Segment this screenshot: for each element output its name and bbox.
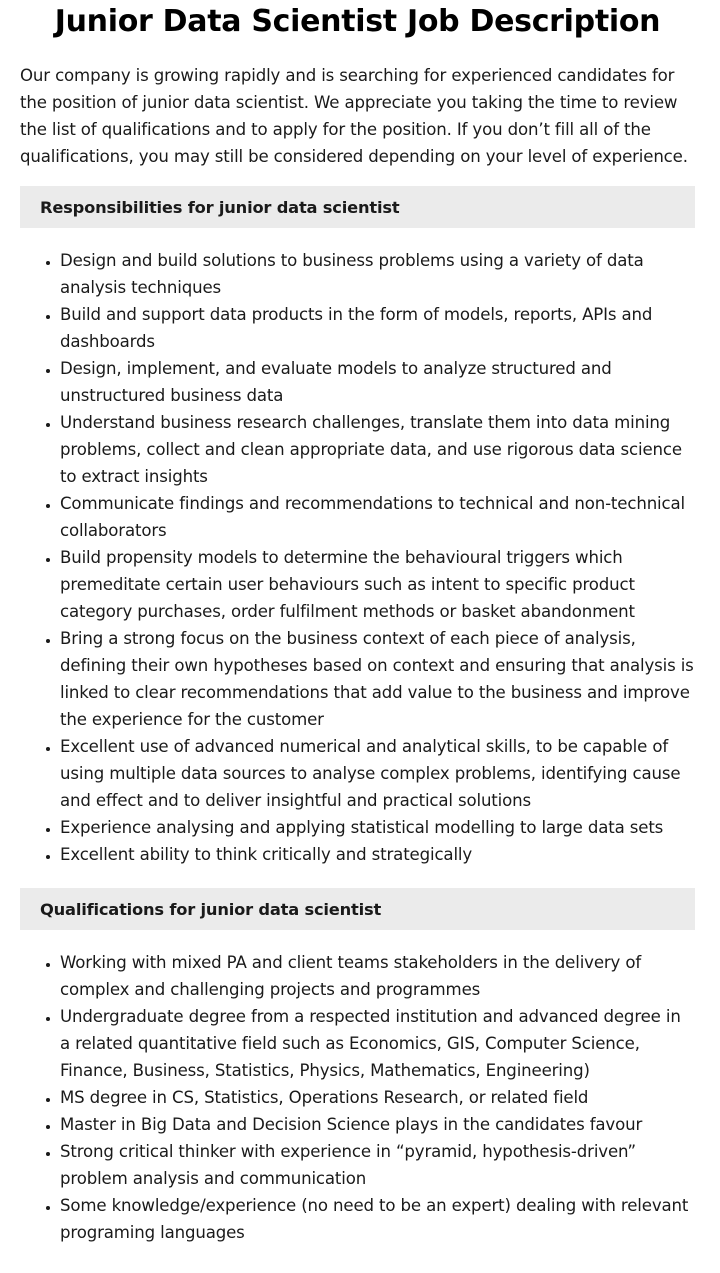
list-item: • Design and build solutions to business problems using a variety of data analysis techniques bbox=[60, 247, 695, 301]
list-item: • Undergraduate degree from a respected institution and advanced degree in a related quantitative field such as Economics, GIS, Computer Science, Finance, Business, Statistics, Physics, Mathematics, Engineering) bbox=[60, 1003, 695, 1084]
list-item: • Understand business research challenges, translate them into data mining problems, collect and clean appropriate data, and use rigorous data science to extract insights bbox=[60, 409, 695, 490]
responsibilities-list bbox=[20, 247, 695, 868]
list-item: • Build propensity models to determine the behavioural triggers which premeditate certain user behaviours such as intent to specific product category purchases, order fulfilment methods or basket abandonment bbox=[60, 544, 695, 625]
qualifications-heading: Qualifications for junior data scientist bbox=[20, 888, 695, 930]
list-item: • Master in Big Data and Decision Science plays in the candidates favour bbox=[60, 1111, 695, 1138]
list-item: • Excellent use of advanced numerical and analytical skills, to be capable of using multiple data sources to analyse complex problems, identifying cause and effect and to deliver insightful and practical solutions bbox=[60, 733, 695, 814]
list-item: • Design, implement, and evaluate models to analyze structured and unstructured business data bbox=[60, 355, 695, 409]
list-item: • Experience analysing and applying statistical modelling to large data sets bbox=[60, 814, 695, 841]
list-item: • Excellent ability to think critically and strategically bbox=[60, 841, 695, 868]
list-item: • Bring a strong focus on the business context of each piece of analysis, defining their own hypotheses based on context and ensuring that analysis is linked to clear recommendations that add value to the business and improve the experience for the customer bbox=[60, 625, 695, 733]
responsibilities-heading: Responsibilities for junior data scientist bbox=[20, 186, 695, 228]
qualifications-list bbox=[20, 949, 695, 1246]
intro-paragraph: Our company is growing rapidly and is searching for experienced candidates for the position of junior data scientist. We appreciate you taking the time to review the list of qualifications and to apply for the position. If you don’t fill all of the qualifications, you may still be considered depending on your level of experience. bbox=[20, 66, 688, 166]
page-title: Junior Data Scientist Job Description bbox=[54, 4, 661, 39]
list-item: • Communicate findings and recommendations to technical and non-technical collaborators bbox=[60, 490, 695, 544]
list-item: • Some knowledge/experience (no need to be an expert) dealing with relevant programing languages bbox=[60, 1192, 695, 1246]
list-item: • Working with mixed PA and client teams stakeholders in the delivery of complex and challenging projects and programmes bbox=[60, 949, 695, 1003]
list-item: • MS degree in CS, Statistics, Operations Research, or related field bbox=[60, 1084, 695, 1111]
list-item: • Strong critical thinker with experience in “pyramid, hypothesis-driven” problem analysis and communication bbox=[60, 1138, 695, 1192]
list-item: • Build and support data products in the form of models, reports, APIs and dashboards bbox=[60, 301, 695, 355]
